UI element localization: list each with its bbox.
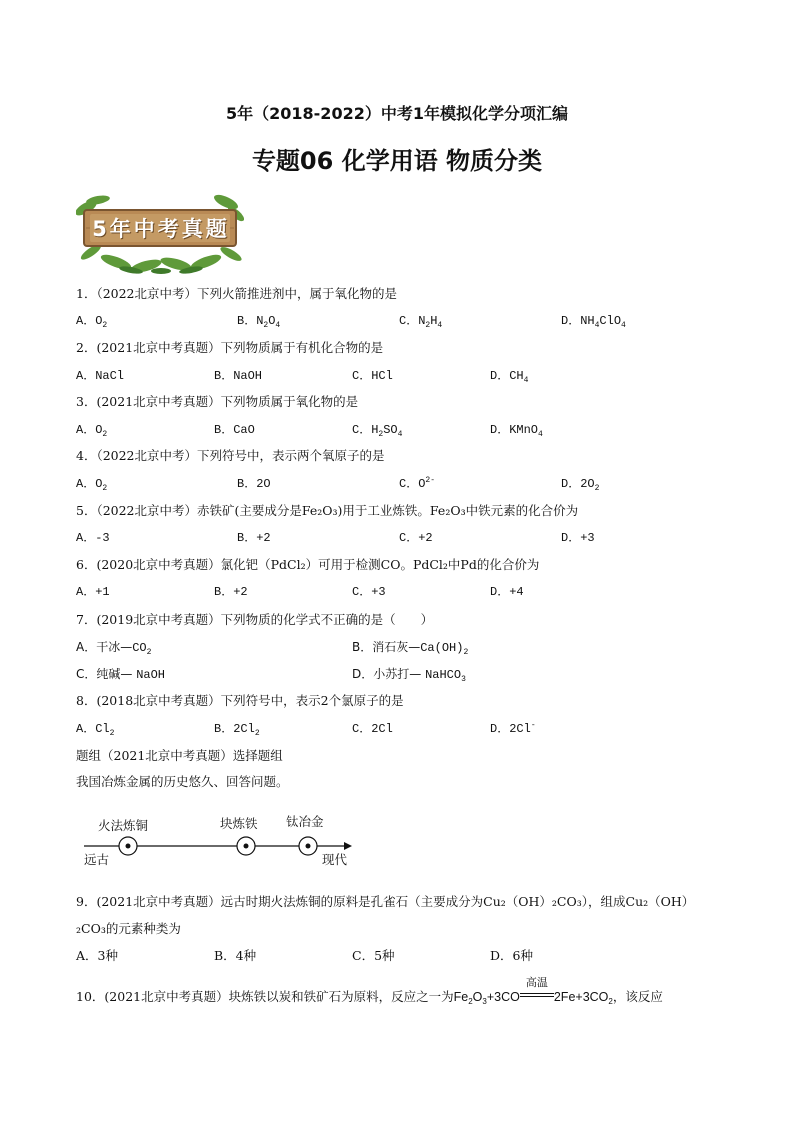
q1-option-b: B．$N_2O_4$	[237, 314, 281, 330]
question-5-text: 5．（2022北京中考）赤铁矿(主要成分是Fe₂O₃)用于工业炼铁。Fe₂O₃中铁元素的化合价为	[76, 503, 579, 518]
question-9-text: 9．(2021北京中考真题）远古时期火法炼铜的原料是孔雀石（主要成分为Cu₂（OH）₂CO₃），组成Cu₂（OH）	[76, 894, 695, 909]
question-group-label: 题组（2021北京中考真题）选择题组	[76, 748, 283, 763]
question-10-tail: ，该反应	[612, 989, 663, 1004]
document-title: 专题06 化学用语 物质分类	[251, 147, 543, 175]
q5-option-a: A．-3	[76, 531, 110, 545]
q9-option-c: C．5种	[352, 948, 395, 963]
q3-option-d: D．KMnO$_4$	[490, 423, 543, 439]
q7-option-c: C．纯碱— NaOH	[76, 667, 166, 682]
document-subtitle: 5年（2018-2022）中考1年模拟化学分项汇编	[226, 104, 568, 123]
q7-option-a: A．干冰$—CO_2$	[76, 640, 152, 657]
q4-option-d: D．$2O_2$	[561, 477, 600, 493]
q10-products: $2Fe+3CO_2$	[553, 990, 613, 1006]
q10-reactants: $Fe_2O_3+3CO$	[453, 990, 520, 1006]
q5-option-d: D．+3	[561, 531, 595, 545]
timeline-event-fire-copper: 火法炼铜	[98, 818, 149, 833]
question-4-text: 4．（2022北京中考）下列符号中，表示两个氧原子的是	[76, 448, 385, 463]
q2-option-a: A．NaCl	[76, 369, 125, 383]
q9-option-d: D．6种	[490, 948, 533, 963]
q4-option-a: A．$O_2$	[76, 477, 108, 493]
q9-option-a: A．3种	[76, 948, 118, 963]
question-3-text: 3．(2021北京中考真题）下列物质属于氧化物的是	[76, 394, 359, 409]
q8-option-d: D．2Cl-	[490, 721, 536, 736]
q5-option-b: B．+2	[237, 531, 271, 545]
q7-option-b: B．消石灰$—Ca(OH)_2$	[352, 640, 469, 657]
q1-option-c: C．$N_2H_4$	[399, 314, 443, 330]
question-1-text: 1．（2022北京中考）下列火箭推进剂中，属于氧化物的是	[76, 286, 398, 301]
q4-option-c: C．$O^{2-}$	[399, 476, 436, 491]
q1-option-d: D．$NH_4ClO_4$	[561, 314, 626, 330]
q2-option-c: C．HCl	[352, 369, 393, 383]
question-10-lead: 10．(2021北京中考真题）块炼铁以炭和铁矿石为原料，反应之一为	[76, 989, 454, 1004]
q3-option-a: A．$O_2$	[76, 423, 108, 439]
q8-option-b: B．$2Cl_2$	[214, 722, 260, 738]
q10-condition: 高温	[525, 976, 548, 989]
q6-option-b: B．+2	[214, 585, 248, 599]
metal-history-timeline	[80, 812, 370, 872]
q10-reaction-arrow	[520, 976, 554, 1005]
question-10-text	[76, 976, 663, 1006]
q3-option-c: C．$H_2SO_4$	[352, 423, 403, 439]
question-7-text: 7．(2019北京中考真题）下列物质的化学式不正确的是（ ）	[76, 612, 434, 627]
timeline-event-titanium: 钛冶金	[286, 814, 324, 829]
question-8-text: 8．(2018北京中考真题）下列符号中，表示2个氯原子的是	[76, 693, 404, 708]
banner-text: 5年中考真题	[92, 217, 230, 241]
q6-option-c: C．+3	[352, 585, 386, 599]
q9-option-b: B．4种	[214, 948, 257, 963]
timeline-start-label: 远古	[84, 852, 110, 867]
question-2-text: 2．(2021北京中考真题）下列物质属于有机化合物的是	[76, 340, 384, 355]
q3-option-b: B．CaO	[214, 423, 255, 437]
q2-option-b: B．NaOH	[214, 369, 263, 383]
timeline-event-bloomery-iron: 块炼铁	[220, 816, 258, 831]
question-6-text: 6．(2020北京中考真题）氯化钯（PdCl₂）可用于检测CO。PdCl₂中Pd的化合价为	[76, 557, 540, 572]
q4-option-b: B．2O	[237, 477, 271, 491]
question-9-text-cont: ₂CO₃的元素种类为	[76, 921, 181, 936]
q8-option-c: C．2Cl	[352, 722, 393, 736]
question-group-intro: 我国冶炼金属的历史悠久、回答问题。	[76, 774, 289, 789]
q8-option-a: A．$Cl_2$	[76, 722, 115, 738]
q6-option-a: A．+1	[76, 585, 110, 599]
timeline-end-label: 现代	[322, 852, 348, 867]
q6-option-d: D．+4	[490, 585, 524, 599]
q2-option-d: D．$CH_4$	[490, 369, 529, 385]
q7-option-d: D．小苏打— NaHCO$_3$	[352, 667, 466, 684]
q5-option-c: C．+2	[399, 531, 433, 545]
q1-option-a: A．$O_2$	[76, 314, 108, 330]
section-banner	[76, 194, 244, 274]
